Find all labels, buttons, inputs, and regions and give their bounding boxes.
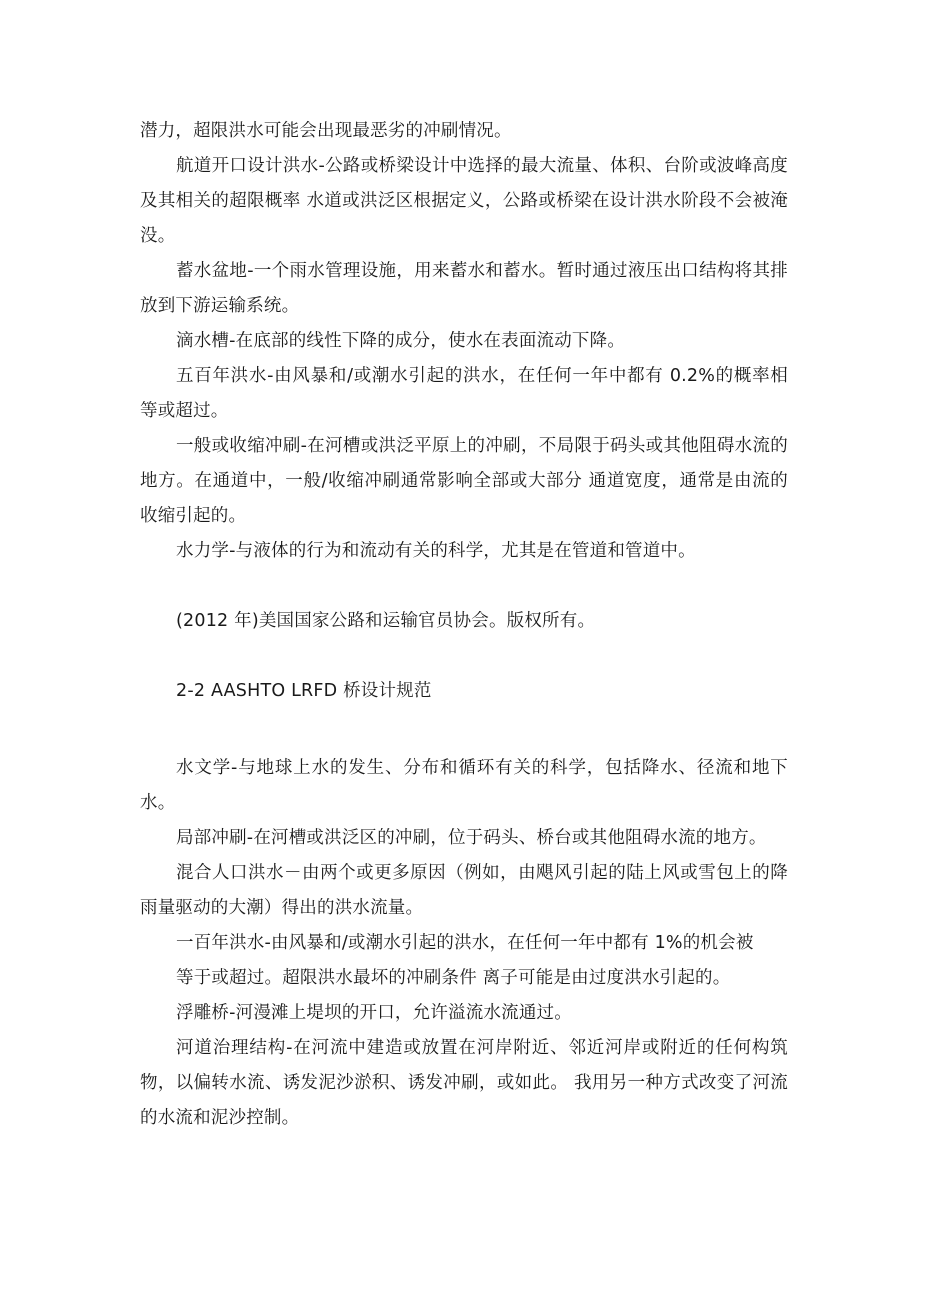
spacer	[140, 569, 788, 604]
paragraph-hydraulics: 水力学-与液体的行为和流动有关的科学，尤其是在管道和管道中。	[176, 541, 696, 561]
paragraph-100-year-flood-continued: 等于或超过。超限洪水最坏的冲刷条件 离子可能是由过度洪水引起的。	[176, 968, 731, 988]
document-body	[140, 114, 788, 1136]
paragraph-contraction-scour: 一般或收缩冲刷-在河槽或洪泛平原上的冲刷，不局限于码头或其他阻碍水流的地方。在通道中，一般/收缩冲刷通常影响全部或大部分 通道宽度，通常是由流的收缩引起的。	[140, 436, 788, 526]
paragraph-design-flood: 航道开口设计洪水-公路或桥梁设计中选择的最大流量、体积、台阶或波峰高度及其相关的超限概率 水道或洪泛区根据定义，公路或桥梁在设计洪水阶段不会被淹没。	[140, 156, 788, 246]
paragraph-mixed-population-flood: 混合人口洪水－由两个或更多原因（例如，由飓风引起的陆上风或雪包上的降雨量驱动的大潮）得出的洪水流量。	[140, 863, 788, 918]
page-header: 2-2 AASHTO LRFD 桥设计规范	[176, 681, 432, 701]
paragraph-100-year-flood: 一百年洪水-由风暴和/或潮水引起的洪水，在任何一年中都有 1%的机会被	[176, 933, 754, 953]
paragraph-hydrology: 水文学-与地球上水的发生、分布和循环有关的科学，包括降水、径流和地下水。	[140, 758, 788, 813]
paragraph-river-training-structure: 河道治理结构-在河流中建造或放置在河岸附近、邻近河岸或附近的任何构筑物，以偏转水流、诱发泥沙淤积、诱发冲刷，或如此。 我用另一种方式改变了河流的水流和泥沙控制。	[140, 1038, 788, 1128]
paragraph-detention-basin: 蓄水盆地-一个雨水管理设施，用来蓄水和蓄水。暂时通过液压出口结构将其排放到下游运输系统。	[140, 261, 788, 316]
spacer	[140, 709, 788, 751]
paragraph-local-scour: 局部冲刷-在河槽或洪泛区的冲刷，位于码头、桥台或其他阻碍水流的地方。	[176, 828, 767, 848]
paragraph-continuation: 潜力，超限洪水可能会出现最恶劣的冲刷情况。	[140, 121, 512, 141]
copyright-notice: (2012 年)美国国家公路和运输官员协会。版权所有。	[176, 611, 596, 631]
paragraph-drip-groove: 滴水槽-在底部的线性下降的成分，使水在表面流动下降。	[176, 331, 626, 351]
paragraph-500-year-flood: 五百年洪水-由风暴和/或潮水引起的洪水，在任何一年中都有 0.2%的概率相等或超过。	[140, 366, 788, 421]
paragraph-relief-bridge: 浮雕桥-河漫滩上堤坝的开口，允许溢流水流通过。	[176, 1003, 572, 1023]
spacer	[140, 639, 788, 674]
